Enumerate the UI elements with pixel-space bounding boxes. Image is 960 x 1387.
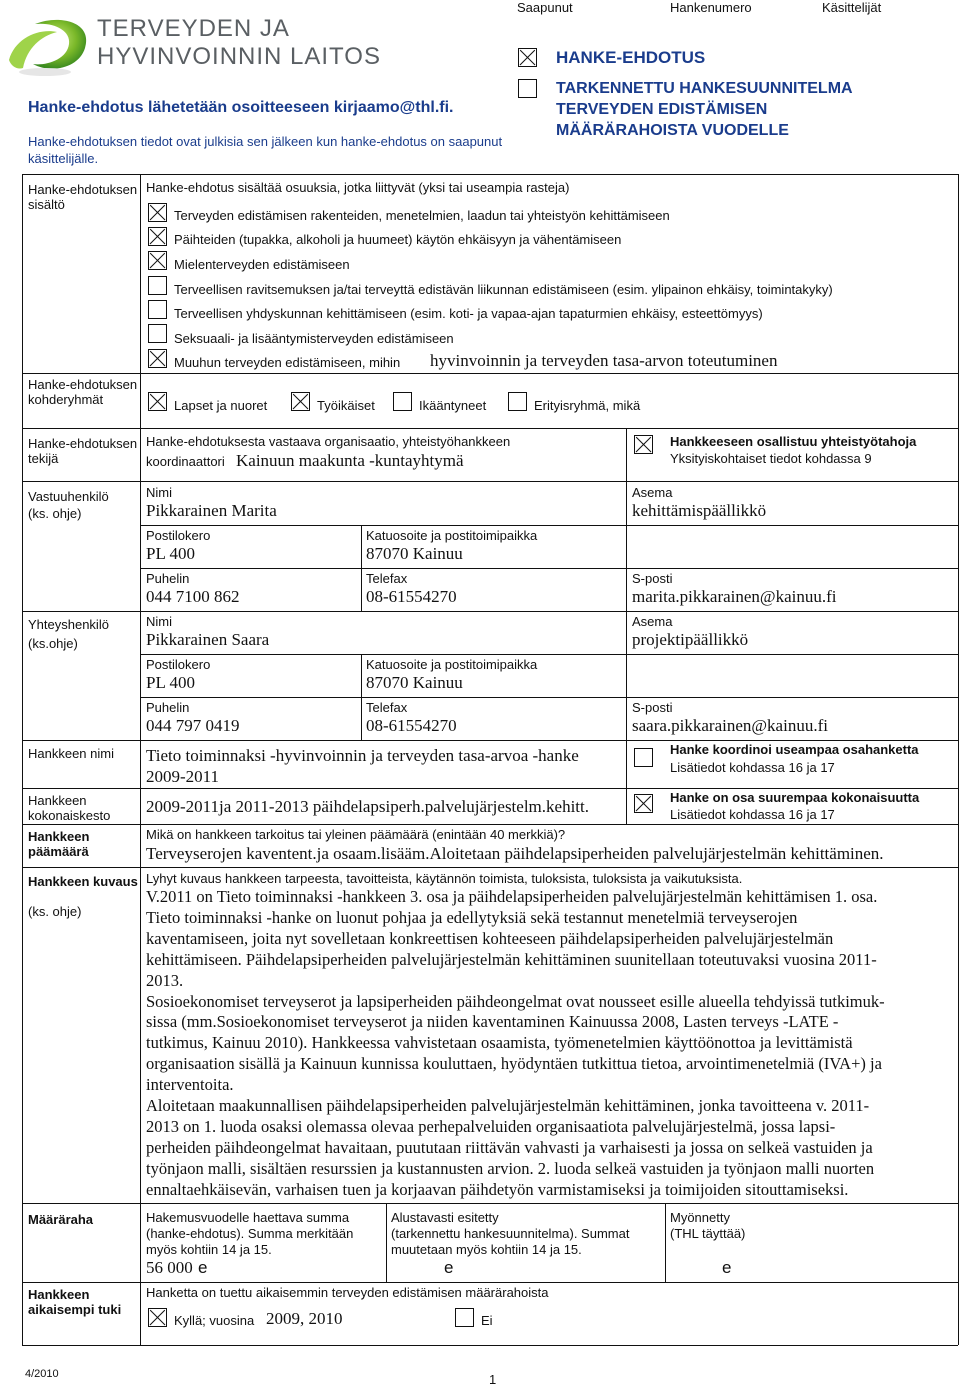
- item-community: Terveellisen yhdyskunnan kehittämiseen (esim. koti- ja vapaa-ajan tapaturmien ehkäisy, esteettömyys): [174, 306, 763, 321]
- contact-email: saara.pikkarainen@kainuu.fi: [632, 716, 828, 735]
- target-working-age: Työikäiset: [317, 398, 375, 413]
- side-content: Hanke-ehdotuksen sisältö: [28, 182, 138, 212]
- applied-line2: (hanke-ehdotus). Summa merkitään: [146, 1226, 354, 1241]
- granted-line2: (THL täyttää): [670, 1226, 746, 1241]
- desc-line: Tieto toiminnaksi -hanke on luonut pohjaa ja edellytyksiä sekä testannut menetelmiä terveyserojen: [146, 907, 798, 927]
- content-intro: Hanke-ehdotus sisältää osuuksia, jotka liittyvät (yksi tai useampia rasteja): [146, 180, 570, 195]
- applied-line3: myös kohtiin 14 ja 15.: [146, 1242, 272, 1257]
- applied-value: 56 000: [146, 1258, 193, 1277]
- contact-pobox: PL 400: [146, 673, 195, 692]
- checkbox-item-other[interactable]: [148, 349, 167, 368]
- applied-line1: Hakemusvuodelle haettava summa: [146, 1210, 350, 1225]
- checkbox-elderly[interactable]: [393, 392, 412, 411]
- checkbox-special[interactable]: [508, 392, 527, 411]
- prev-yes-years: 2009, 2010: [266, 1309, 343, 1328]
- project-name-line1: Tieto toiminnaksi -hyvinvoinnin ja terveyden tasa-arvoa -hanke: [146, 746, 579, 765]
- contact-name-label: Nimi: [146, 614, 172, 629]
- resp-fax: 08-61554270: [366, 587, 457, 606]
- resp-position: kehittämispäällikkö: [632, 501, 767, 520]
- item-other-value: hyvinvoinnin ja terveyden tasa-arvon toteutuminen: [430, 351, 778, 370]
- side-project-desc: Hankkeen kuvaus: [28, 874, 138, 889]
- public-note: Hanke-ehdotuksen tiedot ovat julkisia sen jälkeen kun hanke-ehdotus on saapunut käsittelijälle.: [28, 134, 503, 166]
- resp-position-label: Asema: [632, 485, 673, 500]
- contact-address: 87070 Kainuu: [366, 673, 463, 692]
- desc-line: kehittämiseen. Päihdelapsiperheiden palvelujärjestelmän kehittäminen suunitellaan toteutuvaksi vuosina 2011-: [146, 949, 877, 969]
- side-project-goal: Hankkeen päämäärä: [28, 829, 90, 859]
- granted-line1: Myönnetty: [670, 1210, 730, 1225]
- goal-value: Terveyserojen kaventent.ja osaam.lisääm.Aloitetaan päihdelapsiperheiden palvelujärjestelmän kehittäminen.: [146, 844, 884, 863]
- part-note: Lisätiedot kohdassa 16 ja 17: [670, 807, 835, 822]
- resp-email: marita.pikkarainen@kainuu.fi: [632, 587, 837, 606]
- applied-unit: e: [198, 1258, 208, 1277]
- desc-line: interventoita.: [146, 1075, 234, 1095]
- prev-yes-label: Kyllä; vuosina: [174, 1313, 255, 1328]
- desc-line: sissa (mm.Sosioekonomiset terveyserot ja niiden kaventaminen Kainuussa 2008, Lasten terveys -LATE -: [146, 1012, 839, 1032]
- resp-address-label: Katuosoite ja postitoimipaikka: [366, 528, 538, 543]
- col-received: Saapunut: [517, 0, 573, 15]
- contact-name: Pikkarainen Saara: [146, 630, 270, 649]
- contact-fax: 08-61554270: [366, 716, 457, 735]
- target-elderly: Ikääntyneet: [419, 398, 487, 413]
- side-contact: Yhteyshenkilö: [28, 617, 109, 632]
- checkbox-item-structures[interactable]: [148, 203, 167, 222]
- checkbox-children[interactable]: [148, 392, 167, 411]
- contact-position-label: Asema: [632, 614, 673, 629]
- checkbox-prev-no[interactable]: [455, 1308, 474, 1327]
- checkbox-working-age[interactable]: [291, 392, 310, 411]
- contact-pobox-label: Postilokero: [146, 657, 211, 672]
- contact-fax-label: Telefax: [366, 700, 408, 715]
- desc-line: Aloitetaan maakunnallisen päihdelapsiperheiden palvelujärjestelmän kehittäminen, jonka tavoitteena v. 2011-: [146, 1096, 870, 1116]
- send-to-note: Hanke-ehdotus lähetetään osoitteeseen kirjaamo@thl.fi.: [28, 99, 454, 116]
- target-children: Lapset ja nuoret: [174, 398, 268, 413]
- coop-title: Hankkeeseen osallistuu yhteistyötahoja: [670, 434, 917, 449]
- org-name-line1: TERVEYDEN JA: [97, 15, 290, 42]
- contact-phone-label: Puhelin: [146, 700, 190, 715]
- prelim-unit: e: [444, 1258, 454, 1277]
- resp-pobox-label: Postilokero: [146, 528, 211, 543]
- desc-line: 2013.: [146, 970, 184, 990]
- side-project-whole: Hankkeen kokonaiskesto: [28, 793, 111, 823]
- item-mental-health: Mielenterveyden edistämiseen: [174, 257, 350, 272]
- footer-page: 1: [489, 1372, 497, 1387]
- desc-line: ennaltaehkäisevän, varhaisen tuen ja korjaavan päihdetyön varmistamiseksi ja toimijoiden sitouttamiseksi.: [146, 1179, 849, 1199]
- coord-note: Lisätiedot kohdassa 16 ja 17: [670, 760, 835, 775]
- resp-pobox: PL 400: [146, 544, 195, 563]
- prev-no-label: Ei: [481, 1313, 493, 1328]
- type-refined-plan: TARKENNETTU HANKESUUNNITELMA TERVEYDEN EDISTÄMISEN MÄÄRÄRAHOISTA VUODELLE: [556, 80, 852, 139]
- desc-line: tutkimus, Kainuu 2010). Hankkeessa vahvistetaan osaamista, työmenetelmien käyttöönottoa ja levittämistä: [146, 1033, 853, 1053]
- checkbox-item-nutrition[interactable]: [148, 276, 167, 295]
- item-other-label: Muuhun terveyden edistämiseen, mihin: [174, 355, 401, 370]
- col-handlers: Käsittelijät: [822, 0, 882, 15]
- prelim-line2: (tarkennettu hankesuunnitelma). Summat: [391, 1226, 630, 1241]
- contact-phone: 044 797 0419: [146, 716, 240, 735]
- resp-name-label: Nimi: [146, 485, 172, 500]
- side-target-groups: Hanke-ehdotuksen kohderyhmät: [28, 377, 138, 407]
- desc-line: organisaation sisällä ja Kainuun kunnissa kouluttaen, hyödyntäen tutkittua tietoa, arvointimenetelmiä (IVA+) ja: [146, 1054, 882, 1074]
- checkbox-cooperation[interactable]: [634, 435, 653, 454]
- checkbox-item-substances[interactable]: [148, 227, 167, 246]
- author-org-label1: Hanke-ehdotuksesta vastaava organisaatio, yhteistyöhankkeen: [146, 434, 511, 449]
- prelim-line1: Alustavasti esitetty: [391, 1210, 499, 1225]
- desc-text: [146, 887, 954, 1201]
- side-funding: Määräraha: [28, 1212, 94, 1227]
- resp-fax-label: Telefax: [366, 571, 408, 586]
- footer-date: 4/2010: [25, 1368, 59, 1380]
- checkbox-item-sexual-health[interactable]: [148, 324, 167, 343]
- checkbox-item-mental-health[interactable]: [148, 251, 167, 270]
- side-prev-support: Hankkeen aikaisempi tuki: [28, 1287, 122, 1317]
- granted-unit: e: [722, 1258, 732, 1277]
- type-proposal: HANKE-EHDOTUS: [556, 48, 706, 67]
- checkbox-refined-plan[interactable]: [518, 79, 537, 98]
- checkbox-proposal[interactable]: [518, 48, 537, 67]
- prev-question: Hanketta on tuettu aikaisemmin terveyden edistämisen määrärahoista: [146, 1285, 549, 1300]
- resp-address: 87070 Kainuu: [366, 544, 463, 563]
- side-contact-note: (ks.ohje): [28, 636, 78, 651]
- contact-position: projektipäällikkö: [632, 630, 749, 649]
- item-sexual-health: Seksuaali- ja lisääntymisterveyden edistämiseen: [174, 331, 454, 346]
- target-special: Erityisryhmä, mikä: [534, 398, 641, 413]
- project-whole: 2009-2011ja 2011-2013 päihdelapsiperh.palvelujärjestelm.kehitt.: [146, 797, 589, 816]
- resp-phone: 044 7100 862: [146, 587, 240, 606]
- desc-line: kaventamiseen, joita nyt sovelletaan konkreettisen kohteeseen päihdelapsiperheiden palvelujärjestelmän: [146, 928, 834, 948]
- contact-address-label: Katuosoite ja postitoimipaikka: [366, 657, 538, 672]
- desc-line: V.2011 on Tieto toiminnaksi -hankkeen 3. osa ja päihdelapsiperheiden palvelujärjestelmän kehittämisen 1. osa.: [146, 887, 878, 906]
- resp-phone-label: Puhelin: [146, 571, 190, 586]
- side-responsible: Vastuuhenkilö: [28, 489, 109, 504]
- checkbox-coordinates[interactable]: [634, 748, 653, 767]
- part-title: Hanke on osa suurempaa kokonaisuutta: [670, 790, 920, 805]
- side-project-name: Hankkeen nimi: [28, 746, 114, 761]
- item-substances: Päihteiden (tupakka, alkoholi ja huumeet) käytön ehkäisyyn ja vähentämiseen: [174, 232, 622, 247]
- author-org-label2: koordinaattori: [146, 454, 225, 469]
- coop-note: Yksityiskohtaiset tiedot kohdassa 9: [670, 451, 872, 466]
- desc-label: Lyhyt kuvaus hankkeen tarpeesta, tavoitteista, käytännön toimista, tuloksista, tuloksista ja vaikutuksista.: [146, 871, 743, 886]
- desc-line: Sosioekonomiset terveyserot ja lapsiperheiden päihdeongelmat ovat nousseet esille alueella tehdyissä tutkimuk-: [146, 991, 885, 1011]
- org-name-line2: HYVINVOINNIN LAITOS: [97, 43, 381, 70]
- project-name-line2: 2009-2011: [146, 767, 220, 786]
- thl-logo: [5, 10, 381, 80]
- goal-label: Mikä on hankkeen tarkoitus tai yleinen päämäärä (enintään 40 merkkiä)?: [146, 827, 566, 842]
- resp-email-label: S-posti: [632, 571, 673, 586]
- author-org-value: Kainuun maakunta -kuntayhtymä: [236, 451, 464, 470]
- checkbox-part-of-larger[interactable]: [634, 794, 653, 813]
- checkbox-item-community[interactable]: [148, 300, 167, 319]
- prelim-line3: muutetaan myös kohtiin 14 ja 15.: [391, 1242, 582, 1257]
- side-responsible-note: (ks. ohje): [28, 506, 82, 521]
- side-author: Hanke-ehdotuksen tekijä: [28, 436, 138, 466]
- desc-line: 2013 on 1. luoda osaksi olemassa olevaa perhepalveluiden organisaatiota palvelujärjestelmä, jossa lapsi-: [146, 1116, 836, 1136]
- item-structures: Terveyden edistämisen rakenteiden, menetelmien, laadun tai yhteistyön kehittämiseen: [174, 208, 670, 223]
- desc-line: työnjaon malli, sisältäen resurssien ja kustannusten arvion. 2. luoda selkeä vastuiden ja työnjaon malli nuorten: [146, 1158, 875, 1178]
- item-nutrition: Terveellisen ravitsemuksen ja/tai terveyttä edistävän liikunnan edistämiseen (esim. ylipainon ehkäisy, toimintakyky): [174, 282, 833, 297]
- col-project-no: Hankenumero: [670, 0, 752, 15]
- side-project-desc-note: (ks. ohje): [28, 904, 82, 919]
- checkbox-prev-yes[interactable]: [148, 1308, 167, 1327]
- contact-email-label: S-posti: [632, 700, 673, 715]
- resp-name: Pikkarainen Marita: [146, 501, 277, 520]
- coord-title: Hanke koordinoi useampaa osahanketta: [670, 742, 919, 757]
- desc-line: perheiden päihdeongelmat havaitaan, puututaan riittävän vahvasti ja varhaisesti ja jossa on selkeä vastuiden ja: [146, 1137, 873, 1157]
